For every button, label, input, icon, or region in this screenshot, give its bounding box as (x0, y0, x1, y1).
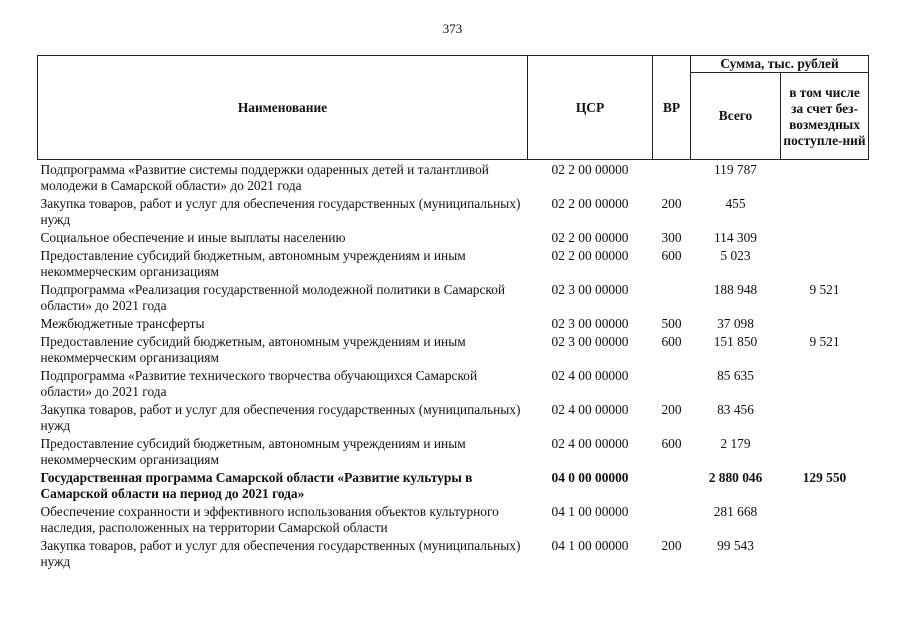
cell-total: 281 668 (713, 504, 758, 519)
cell-free (781, 502, 869, 536)
cell-free (781, 194, 869, 228)
cell-csr: 02 2 00 00000 (551, 230, 629, 245)
cell-free (781, 160, 869, 195)
cell-vr (653, 468, 691, 502)
cell-total: 188 948 (713, 282, 758, 297)
column-header-vr: ВР (653, 56, 691, 160)
cell-total: 5 023 (720, 248, 751, 263)
cell-free: 9 521 (809, 334, 840, 349)
cell-vr: 300 (661, 230, 682, 245)
cell-name: Подпрограмма «Развитие системы поддержки одаренных детей и талантливой молодежи в Самарской области» до 2021 года (40, 162, 489, 193)
table-header (38, 56, 869, 160)
cell-total: 114 309 (713, 230, 758, 245)
cell-free: 129 550 (802, 470, 847, 485)
table-row (38, 228, 869, 246)
cell-total: 2 880 046 (708, 470, 763, 485)
cell-name: Закупка товаров, работ и услуг для обеспечения государственных (муниципальных) нужд (40, 538, 521, 569)
cell-csr: 02 3 00 00000 (551, 316, 629, 331)
cell-vr (653, 160, 691, 195)
cell-vr: 200 (661, 196, 682, 211)
budget-table (37, 55, 869, 570)
table-row (38, 194, 869, 228)
cell-vr: 600 (661, 334, 682, 349)
column-header-gratuitous: в том числе за счет без-возмездных поступле-ний (781, 73, 869, 160)
cell-free (781, 246, 869, 280)
cell-csr: 04 1 00 00000 (551, 538, 629, 553)
cell-name: Закупка товаров, работ и услуг для обеспечения государственных (муниципальных) нужд (40, 402, 521, 433)
cell-total: 455 (725, 196, 746, 211)
cell-total: 151 850 (713, 334, 758, 349)
cell-free (781, 536, 869, 570)
cell-csr: 02 3 00 00000 (551, 282, 629, 297)
cell-csr: 02 4 00 00000 (551, 402, 629, 417)
table-row (38, 160, 869, 195)
cell-csr: 02 4 00 00000 (551, 368, 629, 383)
cell-total: 85 635 (717, 368, 754, 383)
cell-name: Предоставление субсидий бюджетным, автономным учреждениям и иным некоммерческим организациям (40, 436, 466, 467)
cell-total: 119 787 (713, 162, 758, 177)
table-row (38, 400, 869, 434)
cell-free (781, 400, 869, 434)
cell-name: Социальное обеспечение и иные выплаты населению (40, 230, 346, 245)
cell-csr: 02 3 00 00000 (551, 334, 629, 349)
cell-free (781, 228, 869, 246)
cell-free: 9 521 (809, 282, 840, 297)
cell-csr: 02 2 00 00000 (551, 248, 629, 263)
cell-name: Межбюджетные трансферты (40, 316, 205, 331)
cell-free (781, 434, 869, 468)
page-number: 373 (442, 21, 463, 36)
cell-csr: 02 2 00 00000 (551, 196, 629, 211)
column-header-csr: ЦСР (528, 56, 653, 160)
cell-name: Предоставление субсидий бюджетным, автономным учреждениям и иным некоммерческим организациям (40, 248, 466, 279)
column-header-name: Наименование (38, 56, 528, 160)
column-header-sum-group: Сумма, тыс. рублей (691, 56, 869, 73)
cell-total: 99 543 (717, 538, 754, 553)
cell-name: Подпрограмма «Развитие технического творчества обучающихся Самарской области» до 2021 года (40, 368, 478, 399)
cell-name: Закупка товаров, работ и услуг для обеспечения государственных (муниципальных) нужд (40, 196, 521, 227)
cell-vr: 600 (661, 436, 682, 451)
cell-csr: 04 1 00 00000 (551, 504, 629, 519)
cell-vr (653, 502, 691, 536)
cell-total: 83 456 (717, 402, 754, 417)
cell-vr (653, 280, 691, 314)
cell-vr: 200 (661, 538, 682, 553)
table-row (38, 502, 869, 536)
table-row (38, 434, 869, 468)
cell-vr: 600 (661, 248, 682, 263)
cell-vr: 500 (661, 316, 682, 331)
cell-total: 37 098 (717, 316, 754, 331)
cell-name: Государственная программа Самарской области «Развитие культуры в Самарской области на период до 2021 года» (40, 470, 473, 501)
cell-free (781, 366, 869, 400)
cell-csr: 04 0 00 00000 (551, 470, 629, 485)
cell-vr: 200 (661, 402, 682, 417)
table-row (38, 536, 869, 570)
table-row (38, 246, 869, 280)
cell-csr: 02 4 00 00000 (551, 436, 629, 451)
table-row (38, 280, 869, 314)
cell-name: Обеспечение сохранности и эффективного использования объектов культурного наследия, расположенных на территории Самарской области (40, 504, 499, 535)
cell-total: 2 179 (720, 436, 751, 451)
table-row (38, 468, 869, 502)
table-row (38, 332, 869, 366)
column-header-total: Всего (691, 73, 781, 160)
cell-vr (653, 366, 691, 400)
cell-csr: 02 2 00 00000 (551, 162, 629, 177)
table-body (38, 160, 869, 571)
table-row (38, 366, 869, 400)
cell-free (781, 314, 869, 332)
table-row (38, 314, 869, 332)
cell-name: Подпрограмма «Реализация государственной молодежной политики в Самарской области» до 2021 года (40, 282, 506, 313)
cell-name: Предоставление субсидий бюджетным, автономным учреждениям и иным некоммерческим организациям (40, 334, 466, 365)
